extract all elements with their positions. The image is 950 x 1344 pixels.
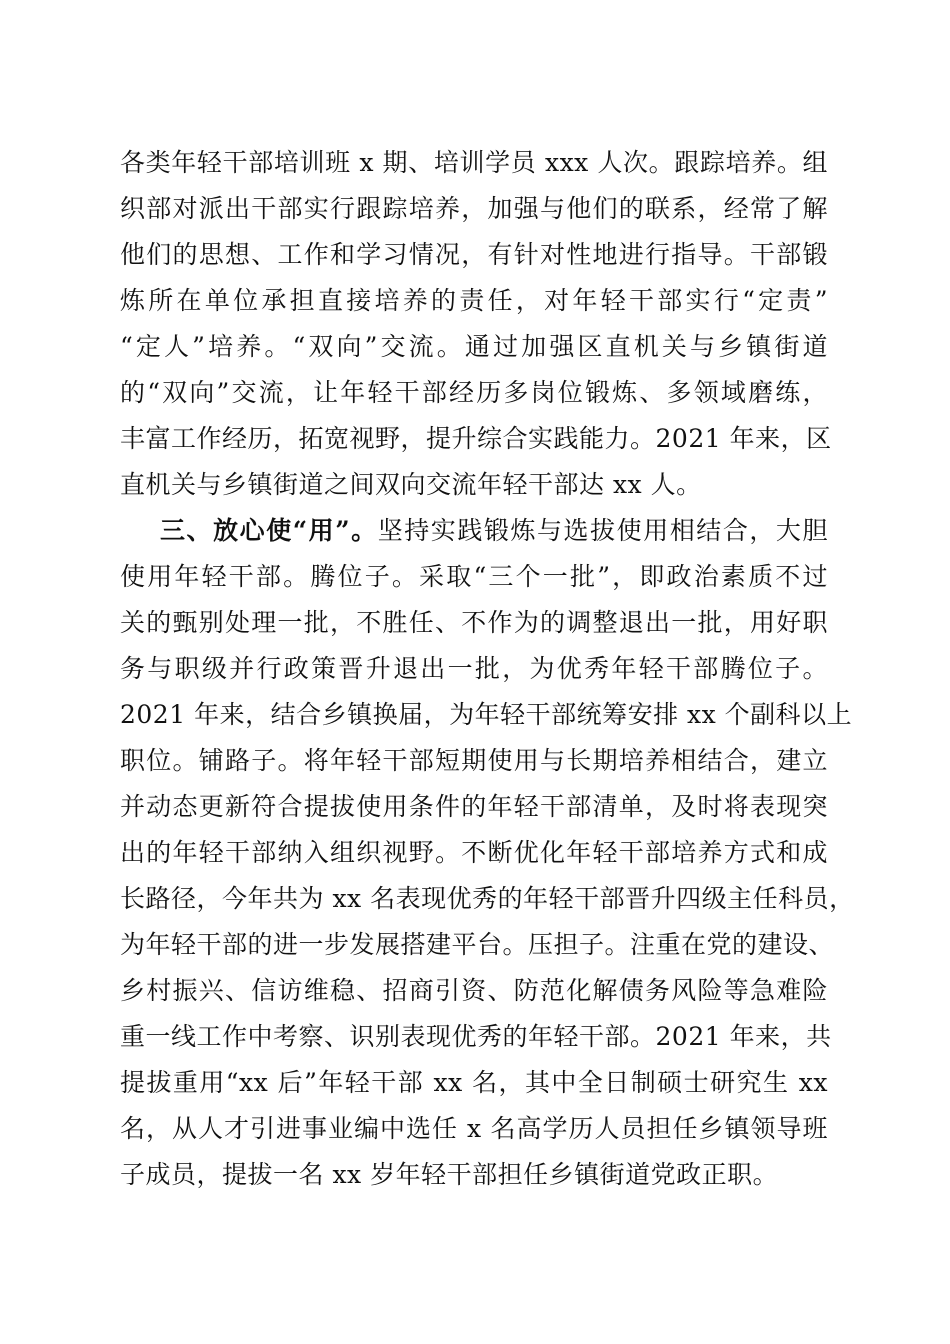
- text-line: 子成员，提拔一名 xx 岁年轻干部担任乡镇街道党政正职。: [120, 1160, 779, 1189]
- text-line: 长路径，今年共为 xx 名表现优秀的年轻干部晋升四级主任科员，: [120, 884, 855, 913]
- text-line: 直机关与乡镇街道之间双向交流年轻干部达 xx 人。: [120, 470, 702, 499]
- text-line: 他们的思想、工作和学习情况，有针对性地进行指导。干部锻: [120, 240, 828, 269]
- text-line: 并动态更新符合提拔使用条件的年轻干部清单，及时将表现突: [120, 792, 828, 821]
- text-line: 各类年轻干部培训班 x 期、培训学员 xxx 人次。跟踪培养。组: [120, 148, 828, 177]
- section-heading-line: [160, 509, 828, 553]
- text-line: 织部对派出干部实行跟踪培养，加强与他们的联系，经常了解: [120, 194, 828, 223]
- text-line: “定人”培养。“双向”交流。通过加强区直机关与乡镇街道: [120, 332, 828, 361]
- section-heading: 三、放心使“用”。: [160, 516, 378, 545]
- text-line: 关的甄别处理一批，不胜任、不作为的调整退出一批，用好职: [120, 608, 828, 637]
- text-line: 乡村振兴、信访维稳、招商引资、防范化解债务风险等急难险: [120, 976, 828, 1005]
- text-line: 出的年轻干部纳入组织视野。不断优化年轻干部培养方式和成: [120, 838, 828, 867]
- text-line: 名，从人才引进事业编中选任 x 名高学历人员担任乡镇领导班: [120, 1114, 828, 1143]
- text-line: 提拔重用“xx 后”年轻干部 xx 名，其中全日制硕士研究生 xx: [120, 1068, 828, 1097]
- text-line: 为年轻干部的进一步发展搭建平台。压担子。注重在党的建设、: [120, 930, 835, 959]
- text-line: 重一线工作中考察、识别表现优秀的年轻干部。2021 年来，共: [120, 1022, 832, 1051]
- text-line: 使用年轻干部。腾位子。采取“三个一批”，即政治素质不过: [120, 562, 828, 591]
- text-line: 的“双向”交流，让年轻干部经历多岗位锻炼、多领域磨练，: [120, 378, 828, 407]
- text-line: 2021 年来，结合乡镇换届，为年轻干部统筹安排 xx 个副科以上: [120, 700, 853, 729]
- section-heading-rest: 坚持实践锻炼与选拔使用相结合，大胆: [377, 516, 828, 545]
- text-line: 职位。铺路子。将年轻干部短期使用与长期培养相结合，建立: [120, 746, 828, 775]
- text-line: 炼所在单位承担直接培养的责任，对年轻干部实行“定责”: [120, 286, 828, 315]
- text-line: 丰富工作经历，拓宽视野，提升综合实践能力。2021 年来，区: [120, 424, 832, 453]
- text-line: 务与职级并行政策晋升退出一批，为优秀年轻干部腾位子。: [120, 654, 828, 683]
